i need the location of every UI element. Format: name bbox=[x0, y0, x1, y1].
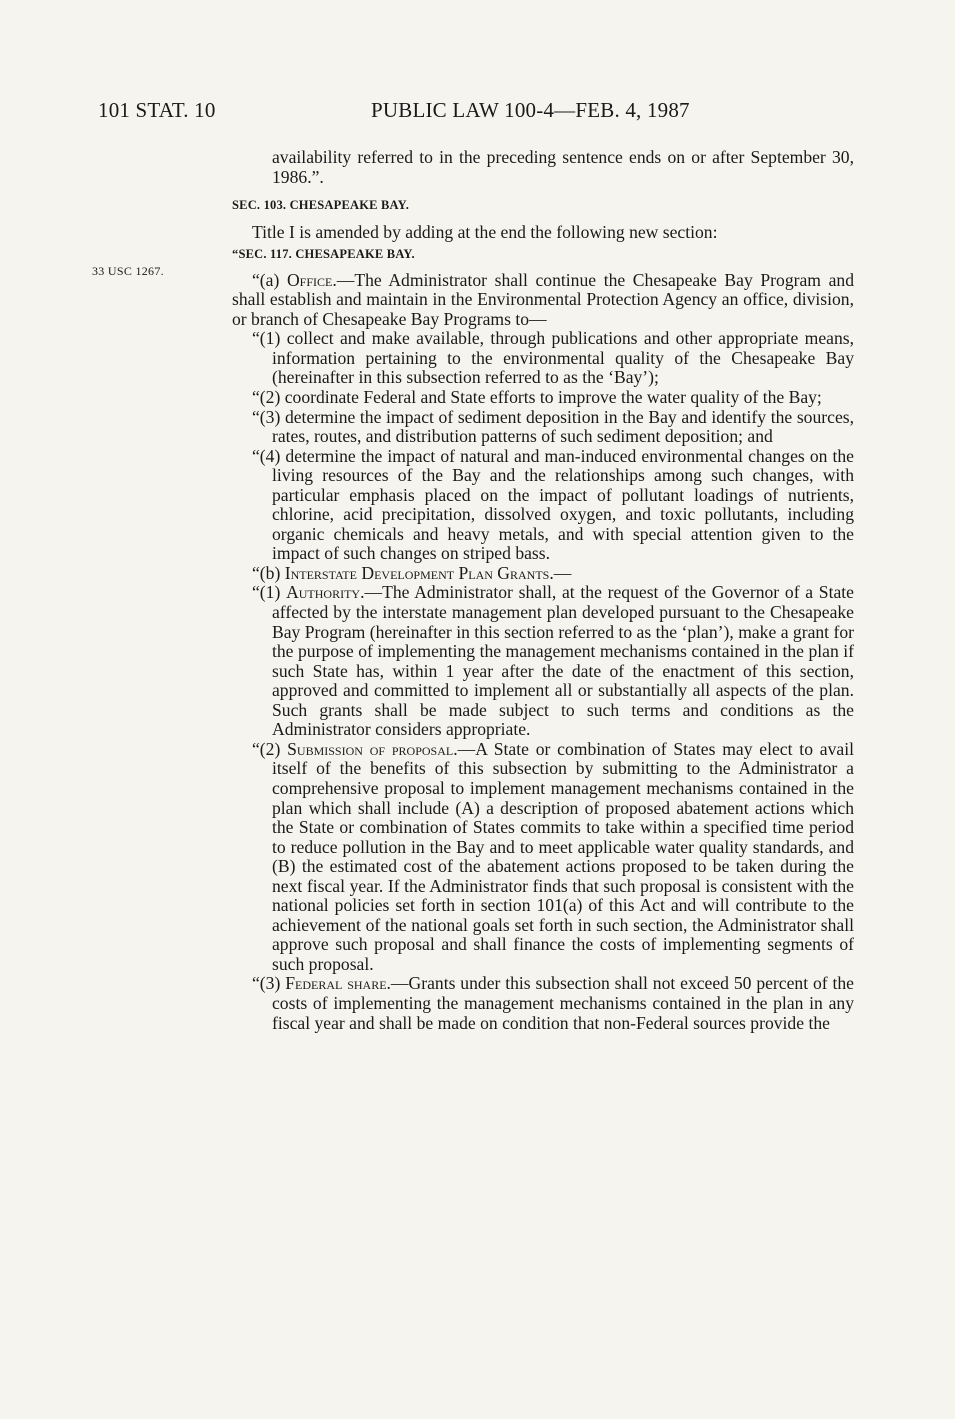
subsection-b bbox=[232, 564, 854, 584]
page-reference: 101 STAT. 10 bbox=[98, 98, 216, 122]
section-103-heading: SEC. 103. CHESAPEAKE BAY. bbox=[232, 198, 410, 213]
paragraph-b3 bbox=[232, 974, 854, 1033]
section-117-heading: “SEC. 117. CHESAPEAKE BAY. bbox=[232, 247, 415, 262]
subsection-b-prefix: “(b) bbox=[252, 562, 285, 583]
paragraph-b3-heading: Federal share bbox=[285, 973, 387, 994]
paragraph-a2: “(2) coordinate Federal and State efforts to improve the water quality of the Bay; bbox=[252, 387, 822, 408]
law-title: PUBLIC LAW 100-4—FEB. 4, 1987 bbox=[371, 98, 690, 122]
subsection-b-heading: Interstate Development Plan Grants bbox=[284, 562, 550, 583]
paragraph-b3-prefix: “(3) bbox=[252, 973, 286, 994]
subsection-a-heading: Office bbox=[286, 269, 333, 290]
paragraph-b2-prefix: “(2) bbox=[252, 738, 288, 759]
subsection-a bbox=[232, 271, 854, 330]
paragraph-a4: “(4) determine the impact of natural and man-induced environmental changes on the living resources of the Bay and the relationships among such changes, with particular emphasis placed on the impact of pollutant loadings of nutrients, chlorine, acid precipitation, dissolved oxygen, and toxic pollutants, including organic chemicals and heavy metals, and with special attention given to the impact of such changes on striped bass. bbox=[252, 445, 854, 564]
paragraph-b1-heading: Authority bbox=[286, 582, 361, 603]
paragraph-a1: “(1) collect and make available, through publications and other appropriate means, information pertaining to the environmental quality of the Chesapeake Bay (hereinafter in this subsection referred to as the ‘Bay’); bbox=[252, 328, 854, 388]
paragraph-b2-text: .—A State or combination of States may elect to avail itself of the benefits of this subsection by submitting to the Administrator a comprehensive proposal to implement management mechanisms contained in the plan which shall include (A) a description of proposed abatement actions which the State or combination of States commits to take within a specified time period to reduce pollution in the Bay and to meet applicable water quality standards, and (B) the estimated cost of the abatement actions proposed to be taken during the next fiscal year. If the Administrator finds that such proposal is consistent with the national policies set forth in section 101(a) of this Act and will contribute to the achievement of the national goals set forth in such section, the Administrator shall approve such proposal and shall finance the costs of implementing segments of such proposal. bbox=[272, 738, 854, 974]
paragraph-b2-heading: Submission of proposal bbox=[287, 738, 454, 759]
paragraph-b2 bbox=[232, 740, 854, 975]
law-body bbox=[232, 148, 854, 1033]
paragraph-b1-text: .—The Administrator shall, at the request of the Governor of a State affected by the interstate management plan developed pursuant to the Chesapeake Bay Program (hereinafter in this section referred to as the ‘plan’), make a grant for the purpose of implementing the management mechanisms contained in the plan if such State has, within 1 year after the date of the enactment of this section, approved and committed to implement all or substantially all aspects of the plan. Such grants shall be made subject to such terms and conditions as the Administrator considers appropriate. bbox=[272, 582, 854, 740]
paragraph-b1-prefix: “(1) bbox=[252, 582, 287, 603]
title-amendment-text: Title I is amended by adding at the end the following new section: bbox=[252, 221, 718, 242]
paragraph-b1 bbox=[232, 583, 854, 739]
usc-citation-note: 33 USC 1267. bbox=[92, 264, 164, 278]
paragraph-b3-text: .—Grants under this subsection shall not exceed 50 percent of the costs of implementing the management mechanisms contained in the plan in any fiscal year and shall be made on condition that non-Federal sources provide the bbox=[272, 973, 854, 1033]
subsection-a-prefix: “(a) bbox=[252, 269, 287, 290]
paragraph-a3: “(3) determine the impact of sediment deposition in the Bay and identify the sources, rates, routes, and distribution patterns of such sediment deposition; and bbox=[252, 406, 854, 447]
subsection-a-text: .—The Administrator shall continue the Chesapeake Bay Program and shall establish and maintain in the Environmental Protection Agency an office, division, or branch of Chesapeake Bay Programs to— bbox=[232, 269, 854, 329]
continuation-paragraph: availability referred to in the preceding sentence ends on or after September 30, 1986.”. bbox=[272, 147, 854, 187]
subsection-b-dash: .— bbox=[549, 562, 572, 583]
